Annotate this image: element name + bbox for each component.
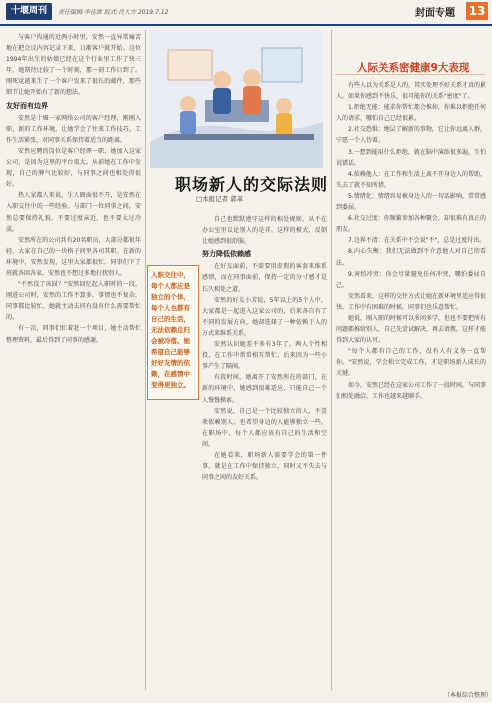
article-paragraph: 安然认识她差不多有3年了。两人个性相投，在工作中常常相互帮忙，后来因为一些小事产生了隔阂。	[202, 341, 327, 371]
article-column-2	[202, 214, 327, 688]
header-rule	[0, 24, 492, 26]
article-paragraph: "不然没了该囧？"安然回忆起人职时的一段。刚进公司时，安然的工作不算多，事情也不复杂，同事都比较忙，她就主动去问有没有什么需要帮忙的。	[6, 281, 141, 322]
article-paragraph: 安然应聘的岗位是客户经理一职，她加入这家公司，是因为这里的平台很大。从前她在工作中发现，自己的脾气比较好，与同事之间也相处得很好。	[6, 147, 141, 189]
column-divider	[145, 30, 146, 690]
article-paragraph: 热人家都人来说，生人圈面很不开，是安然在入职交往中的一些经验。与部门一位同事之间，安然总要保持礼貌。不要过度亲近，也不要太过冷淡。	[6, 192, 141, 233]
article-paragraph: 安然的好友小芳说，5年以上的5个人中，大家都是一起进入这家公司的，后来各自有了不同的发展方向，她却选择了一种依赖于人的方式来维系关系。	[202, 296, 327, 337]
source-note: （本报综合整理）	[444, 692, 492, 699]
article-paragraph: 安然看来，这样的交往方式让她在新环境里适应得很快。工作中有困难的时候，同事们也乐意帮忙。	[336, 292, 486, 311]
article-subheading: 努力降低依赖感	[202, 250, 251, 259]
sidebar-item: 8.内心失衡：我们无法做到不介意他人对自己的看法。	[336, 248, 486, 267]
pull-quote-text: 入职交往中，每个人都应是独立的个体，每个人也都有自己的生活，无法依赖总归会被冷落。她希望自己能够好好友情的依赖，在感情中变得更独立。	[151, 271, 190, 389]
article-paragraph: 安然说，自己是一个比较独立的人，不喜欢依赖别人，也希望身边的人能够独立一些。在职场中，每个人都应该有自己的生活和空间。	[202, 407, 327, 448]
sidebar-item: 4.依赖他人：在工作和生活上离不开身边人的帮助，失去了就不知所措。	[336, 170, 486, 189]
article-paragraph: "每个人都有自己的工作，没有人有义务一直帮你。"安然说，学会独立完成工作，才是职场新人成长的关键。	[336, 348, 486, 378]
sidebar-box-text	[336, 80, 486, 685]
sidebar-item: 9.害怕冲突：你会尽量避免任何冲突，哪怕委屈自己。	[336, 270, 486, 289]
article-paragraph: 在好友面前，不需要用虚假的客套来维系感情，而在同事面前，保持一定的分寸感才是长久相处之道。	[202, 263, 327, 293]
article-paragraph: 如今，安然已经在这家公司工作了一段时间，与同事们相处融洽，工作也越来越顺手。	[336, 381, 486, 400]
page-header	[0, 0, 492, 24]
article-paragraph: 在她看来，职场新人需要学会的第一件事，就是在工作中保持独立，同时又不失去与同事之间的友好关系。	[202, 451, 327, 482]
sidebar-box-title: 人际关系密健康9大表现	[357, 62, 470, 74]
illustration-office-people	[150, 30, 323, 168]
sidebar-box-rule	[335, 74, 485, 75]
sidebar-item: 6.社交过度：你频繁参加各种聚会，却很难有真正的朋友。	[336, 215, 486, 234]
article-paragraph: 安然所在的公司共有20名职员，大部分都很年轻，大家在自己的一块格子间里各司其职。在新的环境中，安然发现，这里大家都很忙。同事们下了班就各回各家，安然也不想过多地打扰别人。	[6, 236, 141, 277]
page-number: 13	[466, 2, 488, 20]
column-divider	[331, 30, 332, 690]
sidebar-item: 7.边界不清：在关系中不会说"不"，总是过度付出。	[348, 237, 486, 245]
article-paragraph: 有段时间，她离开了安然所在的部门，在新的环境中，她感到很难适应，只能自己一个人慢慢摸索。	[202, 374, 327, 404]
sidebar-item: 1.拒绝无能：能求你帮忙都会推掉，你难以拒绝任何人的请求，哪怕自己已经很累。	[336, 104, 486, 123]
newspaper-logo: 十堰周刊	[6, 3, 52, 20]
pull-quote	[147, 265, 199, 400]
article-title: 职场新人的交际法则	[175, 175, 329, 194]
article-paragraph: 安然是十堰一家网络公司的客户经理，刚刚入职，新的工作环境，让她学会了往来工作技巧。工作生活紧张，对同事关系保持着适当的距离。	[6, 114, 141, 144]
sidebar-item: 2.社交恐惧：地层了解新的事物，它让你远离人群，宁愿一个人待着。	[336, 126, 486, 145]
sidebar-item: 3.一想到能用什么拒绝，就在脑中演练很多遍，生怕说错话。	[336, 148, 486, 167]
article-byline: □本报记者 郭革	[196, 195, 244, 203]
article-paragraph: 与客户沟通的近两小时里，安然一直异常痛苦地在把会议内容记录下来，日渐客户就开始。这位1994年出生的姑娘已经在这个行业里工作了快三年，她期待比较了一个时刻，那一刻工作日到了。刚死觉越来生了一个客户发来了很长的邮件，那些细节让她开始有了新的想法。	[6, 34, 141, 97]
article-paragraph: 自己也默默遵守这样的相处规则，从不在办公室里议论别人的是非。这样的模式，反倒让她感到很舒服。	[202, 216, 327, 246]
article-column-1	[6, 32, 141, 687]
article-paragraph: 有一次，同事们忙着赶一个项目，她主动帮忙整理资料，最后得到了同事的感谢。	[6, 325, 141, 344]
sidebar-item: 5.情绪化：情绪容易被身边人的一句话影响，常常感到委屈。	[336, 192, 486, 212]
article-subheading: 友好而有边界	[6, 101, 48, 110]
sidebar-item: 有些人以为关系是人的，其实处理不好关系才真的累人。如果你感到不快乐，很可能你的关系"密度"了。	[336, 82, 486, 101]
editor-credits: 责任编辑:李佳维 版式:肖大方 2019.7.12	[58, 9, 169, 16]
article-paragraph: 她说，刚入职的时候可以多问多学，但也不要把所有问题都推给别人，自己先尝试解决，再去请教，这样才能得到大家的认可。	[336, 314, 486, 345]
section-title: 封面专题	[415, 8, 455, 19]
